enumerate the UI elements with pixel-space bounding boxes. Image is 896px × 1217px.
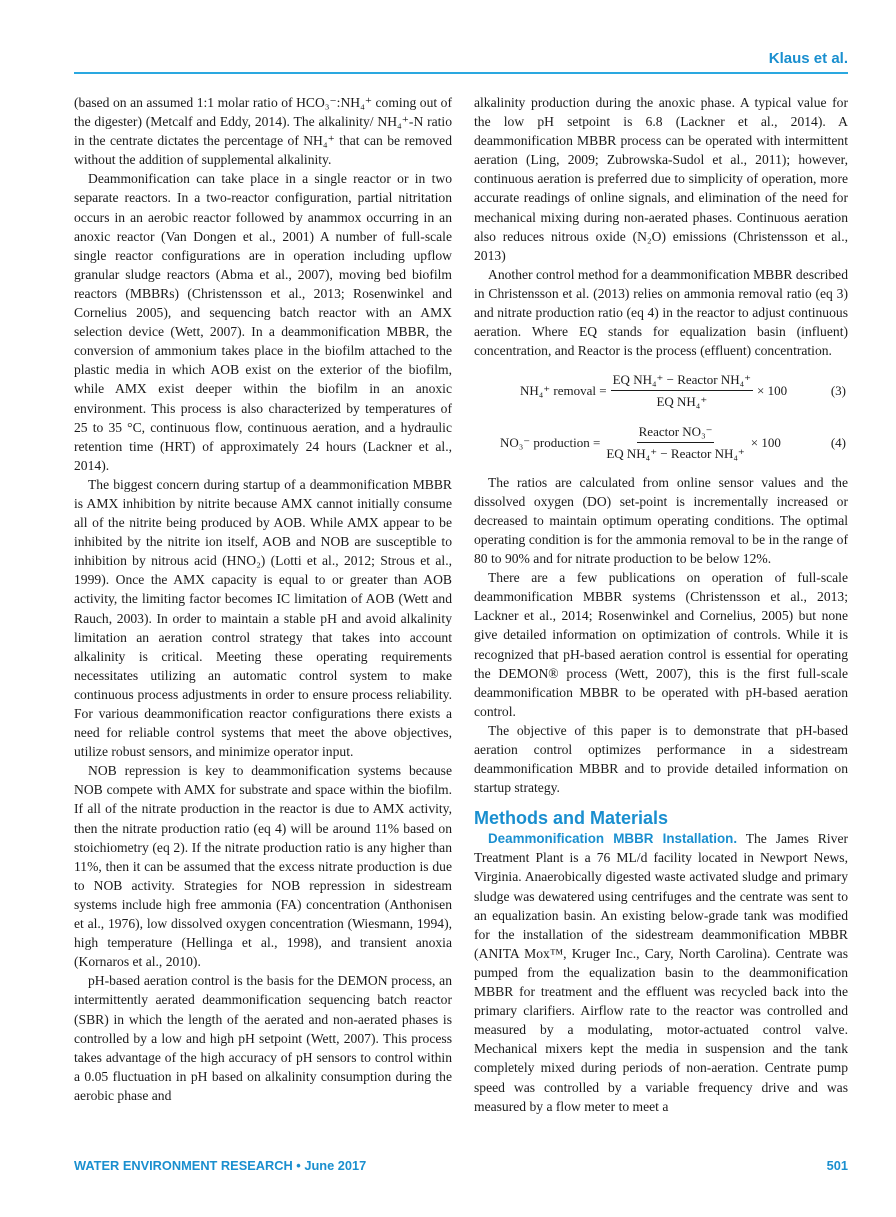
paragraph (474, 829, 848, 1115)
page-number: 501 (826, 1158, 848, 1173)
paragraph: (based on an assumed 1:1 molar ratio of HCO₃⁻:NH₄⁺ coming out of the digester) (Metcalf and Eddy, 2014). The alkalinity/ NH₄⁺-N ratio in the centrate dictates the percentage of NH₄⁺ that can be removed without the addition of supplemental alkalinity. (74, 95, 452, 168)
equation-numerator: Reactor NO₃⁻ (637, 422, 715, 443)
equation-numerator: EQ NH₄⁺ − Reactor NH₄⁺ (611, 370, 753, 391)
equation-fraction (611, 370, 753, 411)
paragraph-text: The James River Treatment Plant is a 76 ML/d facility located in Newport News, Virginia. Anaerobically digested waste activated sludge and primary sludge was dewatered using centrifuges and the centrate was sent to an equalization basin. An existing below-grade tank was modified for the installation of the sidestream deammonification MBBR (ANITA Mox™, Kruger Inc., Cary, North Carolina). Centrate was pumped from the equalization basin to the deammonification MBBR for treatment and the effluent was recycled back into the primary clarifiers. Airflow rate to the reactor was controlled and measured by a modulating, motor-actuated control valve. Mechanical mixers kept the media in suspension and the tank completely mixed during periods of non-aeration. Centrate pump speed was controlled by a variable frequency drive and was measured by a flow meter to meet a (474, 831, 849, 1114)
equation-lhs: NO₃⁻ production = (500, 434, 601, 450)
paragraph: Another control method for a deammonification MBBR described in Christensson et al. (2013) relies on ammonia removal ratio (eq 3) and nitrate production ratio (eq 4) in the reactor to adjust continuous aeration. Where EQ stands for equalization basin (influent) concentration, and Reactor is the process (effluent) concentration. (474, 266, 848, 359)
equation-factor: × 100 (757, 383, 788, 399)
equation-number: (3) (830, 383, 846, 399)
paragraph: Deammonification can take place in a single reactor or in two separate reactors. In a two-reactor configuration, partial nitritation occurs in an aerobic reactor followed by anammox occurring in an anoxic reactor (Van Dongen et al., 2001) A number of full-scale single reactor configurations are in operation including upflow granular sludge reactors (Abma et al., 2007), moving bed biofilm reactors (MBBRs) (Christensson et al., 2013; Rosenwinkel and Cornelius 2005), and sequencing batch reactor with an AMX selection device (Wett, 2007). In a deammonification MBBR, the conversion of ammonium takes place in the biofilm attached to the plastic media in which AOB exist on the exterior of the biofilm, while AMX exist deeper within the biofilm in an anoxic environment. This process is also characterized by temperatures of 25 to 35 °C, continuous flow, continuous aeration, and a hydraulic retention time (HRT) of approximately 24 hours (Lackner et al., 2014). (74, 171, 452, 473)
equation-3 (474, 370, 848, 411)
header-rule (74, 72, 848, 74)
left-column (74, 93, 452, 1105)
journal-name: WATER ENVIRONMENT RESEARCH • June 2017 (74, 1158, 367, 1173)
equation-denominator: EQ NH₄⁺ − Reactor NH₄⁺ (606, 445, 745, 461)
right-column (474, 93, 848, 1116)
equation-fraction (604, 422, 746, 463)
paragraph: pH-based aeration control is the basis for the DEMON process, an intermittently aerated deammonification sequencing batch reactor (SBR) in which the length of the aerated and non-aerated phases is controlled by a low and high pH setpoint (Wett, 2007). This process takes advantage of the high accuracy of pH sensors to control within a 0.05 fluctuation in pH based on alkalinity consumption during the aerobic phase and (74, 973, 452, 1103)
subsection-heading: Deammonification MBBR Installation. (488, 831, 738, 847)
paragraph: The biggest concern during startup of a deammonification MBBR is AMX inhibition by nitrite because AMX cannot initially consume all of the nitrite being produced by AOB. While AMX appear to be inhibited by the nitrite ion itself, AOB and NOB are susceptible to inhibition by nitrous acid (HNO₂) (Lotti et al., 2012; Strous et al., 1999). Once the AMX capacity is equal to or greater than AOB activity, the limiting factor becomes IC limitation of AOB (Wett and Rauch, 2003). In order to maintain a stable pH and avoid alkalinity limitation an aeration control strategy that takes into account alkalinity is critical. Meeting these operating requirements necessitates utilizing an automatic control system to make continuous process adjustments in order to ensure process reliability. For various deammonification reactor configurations there exists a need for reliable control systems that meet the above objectives, utilize robust sensors, and minimize operator input. (74, 476, 452, 760)
equation-number: (4) (830, 434, 846, 450)
equation-4 (474, 422, 848, 463)
section-heading: Methods and Materials (474, 808, 669, 829)
equation-lhs: NH₄⁺ removal = (520, 383, 607, 399)
equation-denominator: EQ NH₄⁺ (656, 394, 708, 410)
paragraph: The objective of this paper is to demonstrate that pH-based aeration control optimizes performance in a sidestream deammonification MBBR and to provide detailed information on startup strategy. (474, 722, 848, 796)
paragraph: NOB repression is key to deammonification systems because NOB compete with AMX for substrate and space within the biofilm. If all of the nitrate production in the reactor is due to AMX activity, then the nitrate production ratio (eq 4) will be around 11% based on stoichiometry (eq 2). If the nitrate production ratio is any higher than 11%, then it can be assumed that the excess nitrate production is due to NOB activity. Strategies for NOB repression in sidestream systems include high free ammonia (FA) concentration (Anthonisen et al., 1976), low dissolved oxygen concentration (Wiesmann, 1994), high temperature (Hellinga et al., 1998), and transient anoxia (Kornaros et al., 2010). (74, 763, 452, 970)
equation-factor: × 100 (750, 434, 781, 450)
footer (74, 1158, 848, 1173)
paragraph: The ratios are calculated from online sensor values and the dissolved oxygen (DO) set-point is incrementally increased or decreased to maintain optimum operating conditions. The optimal operating condition is for the ammonia removal to be in the range of 80 to 90% and for nitrate production to be below 12%. (474, 474, 848, 567)
paragraph: There are a few publications on operation of full-scale deammonification MBBR systems (Christensson et al., 2013; Lackner et al., 2014; Rosenwinkel and Cornelius, 2005) but none give detailed information on optimization of controls. While it is recognized that pH-based aeration control is essential for operating the DEMON® process (Wett, 2007), this is the first full-scale deammonification MBBR to be operated with pH-based aeration control. (474, 570, 848, 719)
running-head: Klaus et al. (768, 50, 848, 67)
paragraph: alkalinity production during the anoxic phase. A typical value for the low pH setpoint is 6.8 (Lackner et al., 2014). A deammonification MBBR process can be operated with intermittent aeration (Ling, 2009; Zubrowska-Sudol et al., 2011); however, continuous aeration is preferred due to simplicity of operation, more accurate readings of online signals, and elimination of the need for mechanical mixing during non-aerated phases. Continuous aeration also reduces nitrous oxide (N₂O) emissions (Christensson et al., 2013) (474, 95, 848, 263)
